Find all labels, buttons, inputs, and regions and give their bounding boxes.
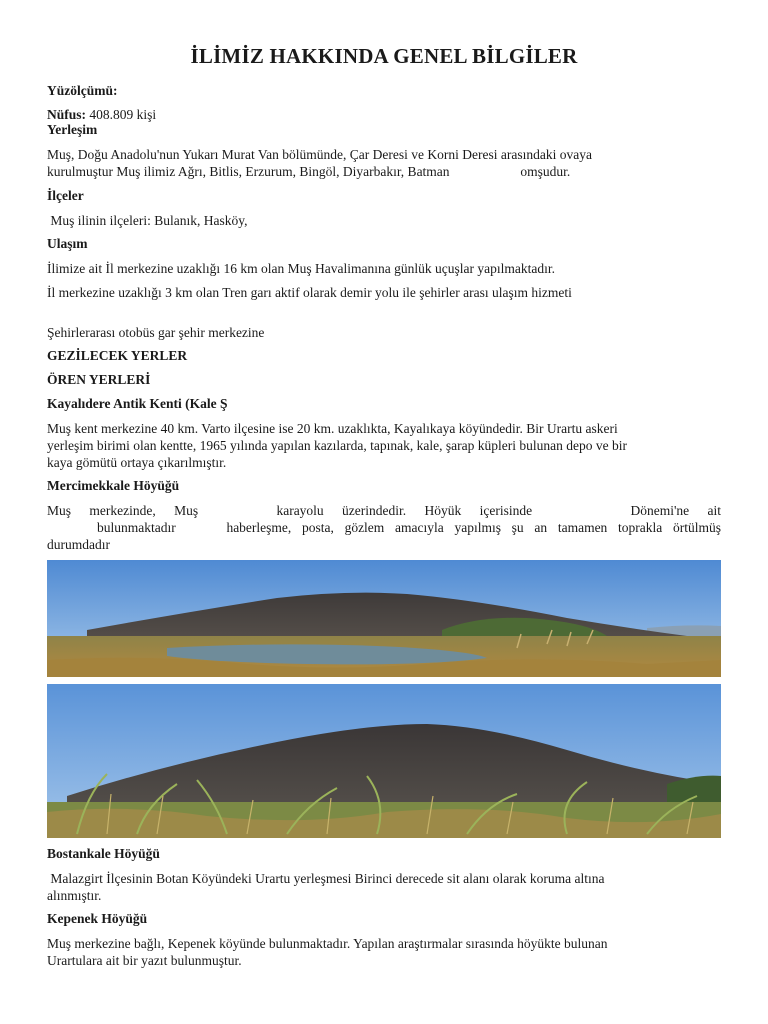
nufus-row xyxy=(47,106,721,123)
bostankale-line-2: alınmıştır. xyxy=(47,888,102,903)
word: içerisinde xyxy=(479,503,533,518)
word: karayolu xyxy=(276,503,324,518)
yerlesim-line-2b: omşudur. xyxy=(520,164,571,179)
word: örtülmüş xyxy=(672,520,721,535)
kayalidere-line-2: yerleşim birimi olan kentte, 1965 yılında yapılan kazılarda, tapınak, kale, şarap küpleri bulunan depo ve bir xyxy=(47,438,627,453)
mercimekkale-line-2 xyxy=(47,519,721,536)
kepenek-heading: Kepenek Höyüğü xyxy=(47,911,148,926)
word: amacıyla xyxy=(395,520,444,535)
word: Höyük xyxy=(424,503,462,518)
mercimekkale-photo-1 xyxy=(47,560,721,677)
nufus-label: Nüfus: xyxy=(47,107,87,122)
word: şu xyxy=(511,520,524,535)
ulasim-line-3: Şehirlerarası otobüs gar şehir merkezine xyxy=(47,325,265,340)
word: yapılmış xyxy=(454,520,501,535)
yuzolcumu-label: Yüzölçümü: xyxy=(47,83,118,98)
word: Dönemi'ne xyxy=(630,503,690,518)
kepenek-line-2: Urartulara ait bir yazıt bulunmuştur. xyxy=(47,953,242,968)
mercimekkale-photo-2 xyxy=(47,684,721,838)
word: Muş xyxy=(174,503,199,518)
bostankale-heading: Bostankale Höyüğü xyxy=(47,846,160,861)
page-title: İLİMİZ HAKKINDA GENEL BİLGİLER xyxy=(190,44,578,68)
mercimekkale-line-3: durumdadır xyxy=(47,537,110,552)
mercimekkale-heading: Mercimekkale Höyüğü xyxy=(47,478,180,493)
ulasim-line-2: İl merkezine uzaklığı 3 km olan Tren garı aktif olarak demir yolu ile şehirler arası ulaşım hizmeti xyxy=(47,285,572,300)
word: üzerindedir. xyxy=(342,503,407,518)
word: tamamen xyxy=(557,520,608,535)
yuzolcumu-row xyxy=(47,82,721,99)
yerlesim-line-2a: kurulmuştur Muş ilimiz Ağrı, Bitlis, Erzurum, Bingöl, Diyarbakır, Batman xyxy=(47,164,450,179)
word: haberleşme, xyxy=(226,520,292,535)
word: toprakla xyxy=(618,520,663,535)
ilceler-text: Muş ilinin ilçeleri: Bulanık, Hasköy, xyxy=(47,213,248,228)
bostankale-line-1: Malazgirt İlçesinin Botan Köyündeki Urartu yerleşmesi Birinci derecede sit alanı olarak koruma altına xyxy=(47,871,605,886)
kayalidere-line-3: kaya gömütü ortaya çıkarılmıştır. xyxy=(47,455,227,470)
word: merkezinde, xyxy=(89,503,156,518)
oren-heading: ÖREN YERLERİ xyxy=(47,372,151,387)
yerlesim-line-1: Muş, Doğu Anadolu'nun Yukarı Murat Van bölümünde, Çar Deresi ve Korni Deresi arasındaki ovaya xyxy=(47,147,592,162)
nufus-value: 408.809 kişi xyxy=(89,107,157,122)
gezilecek-heading: GEZİLECEK YERLER xyxy=(47,348,188,363)
mercimekkale-line-1 xyxy=(47,502,721,519)
word: posta, xyxy=(301,520,334,535)
yerlesim-line-2 xyxy=(47,163,721,180)
yerlesim-heading: Yerleşim xyxy=(47,122,98,137)
hill-photo-2 xyxy=(47,684,721,838)
kepenek-line-1: Muş merkezine bağlı, Kepenek köyünde bulunmaktadır. Yapılan araştırmalar sırasında höyükte bulunan xyxy=(47,936,608,951)
ilceler-heading: İlçeler xyxy=(47,188,84,203)
ulasim-line-1: İlimize ait İl merkezine uzaklığı 16 km olan Muş Havalimanına günlük uçuşlar yapılmaktadır. xyxy=(47,261,555,276)
word: ait xyxy=(707,503,721,518)
kayalidere-heading: Kayalıdere Antik Kenti (Kale Ş xyxy=(47,396,228,411)
word: an xyxy=(534,520,548,535)
ulasim-heading: Ulaşım xyxy=(47,236,88,251)
word: Muş xyxy=(47,503,72,518)
hill-photo-1 xyxy=(47,560,721,677)
word: gözlem xyxy=(344,520,385,535)
word: bulunmaktadır xyxy=(97,520,176,535)
kayalidere-line-1: Muş kent merkezine 40 km. Varto ilçesine ise 20 km. uzaklıkta, Kayalıkaya köyündedir. Bir Urartu askeri xyxy=(47,421,618,436)
